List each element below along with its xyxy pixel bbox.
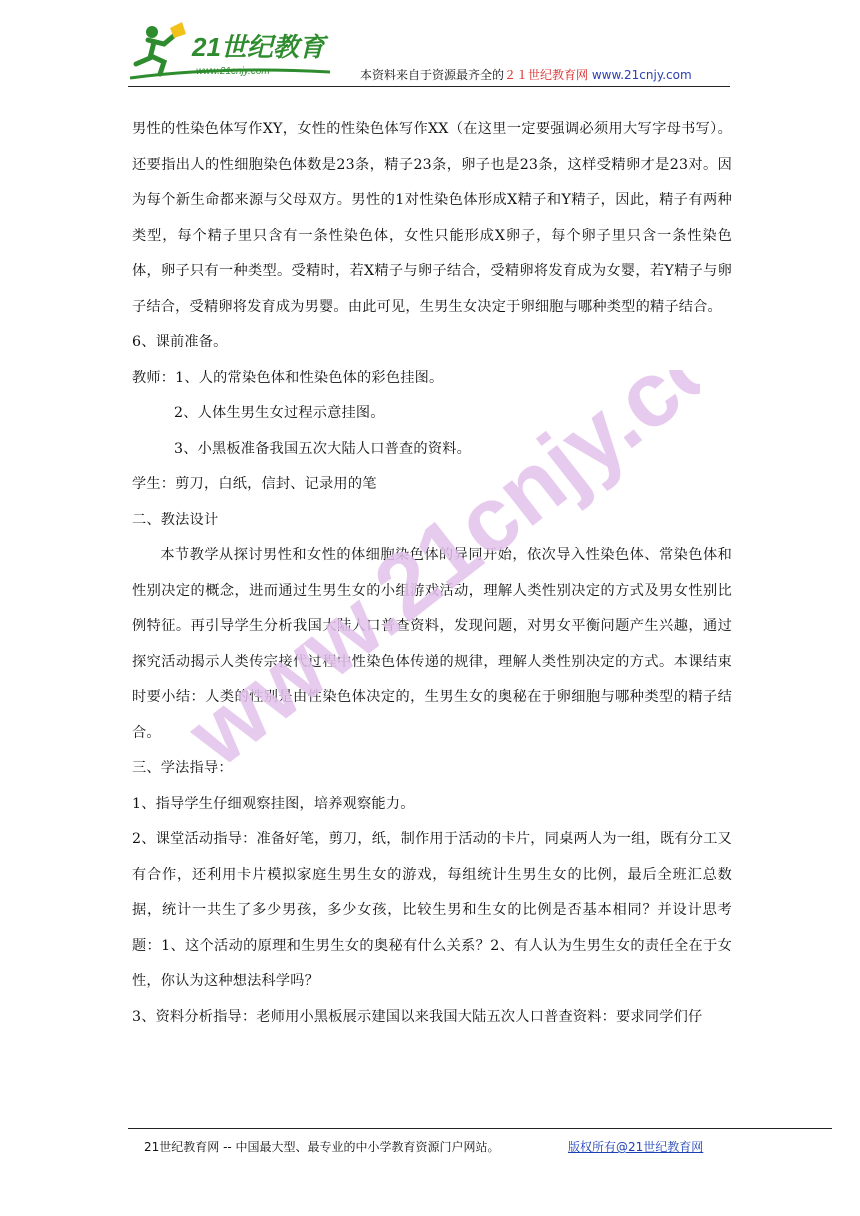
logo-title: 21世纪教育 [192, 32, 325, 62]
document-body [132, 112, 732, 1035]
header-note-brand[interactable]: ２１世纪教育网 [504, 68, 589, 82]
paragraph: 本节教学从探讨男性和女性的体细胞染色体的异同开始，依次导入性染色体、常染色体和性别决定的概念，进而通过生男生女的小组游戏活动，理解人类性别决定的方式及男女性别比例特征。再引导学生分析我国大陆人口普查资料，发现问题，对男女平衡问题产生兴趣，通过探究活动揭示人类传宗接代过程中性染色体传递的规律，理解人类性别决定的方式。本课结束时要小结：人类的性别是由性染色体决定的，生男生女的奥秘在于卵细胞与哪种类型的精子结合。 [132, 547, 732, 741]
list-item: 3、小黑板准备我国五次大陆人口普查的资料。 [174, 440, 471, 457]
list-item: 教师：1、人的常染色体和性染色体的彩色挂图。 [132, 369, 444, 386]
list-item: 3、资料分析指导：老师用小黑板展示建国以来我国大陆五次人口普查资料：要求同学们仔 [132, 1008, 703, 1025]
section-heading: 二、教法设计 [132, 511, 219, 528]
logo-url: www.21cnjy.com [196, 66, 270, 77]
watermark-text: www.21cnjy.com [180, 370, 700, 786]
logo-figure-leg-back [136, 42, 154, 64]
logo [130, 20, 340, 86]
header-note-url[interactable]: www.21cnjy.com [591, 68, 692, 82]
footer-text: 21世纪教育网 -- 中国最大型、最专业的中小学教育资源门户网站。 [144, 1140, 500, 1154]
footer-copyright-link[interactable]: 版权所有@21世纪教育网 [568, 1140, 704, 1154]
paragraph: 男性的性染色体写作XY，女性的性染色体写作XX（在这里一定要强调必须用大写字母书写）。还要指出人的性细胞染色体数是23条，精子23条，卵子也是23条，这样受精卵才是23对。因为每个新生命都来源与父母双方。男性的1对性染色体形成X精子和Y精子，因此，精子有两种类型，每个精子里只含有一条性染色体，女性只能形成X卵子，每个卵子里只含一条性染色体，卵子只有一种类型。受精时，若X精子与卵子结合，受精卵将发育成为女婴，若Y精子与卵子结合，受精卵将发育成为男婴。由此可见，生男生女决定于卵细胞与哪种类型的精子结合。 [132, 121, 732, 315]
logo-figure-head [146, 26, 158, 38]
section-heading: 三、学法指导： [132, 760, 233, 776]
list-item: 1、指导学生仔细观察挂图，培养观察能力。 [132, 795, 415, 812]
footer-divider [128, 1128, 832, 1129]
list-item: 学生：剪刀，白纸，信封、记录用的笔 [132, 476, 377, 492]
header-divider [128, 86, 730, 87]
header-note [360, 66, 692, 83]
page-header [0, 0, 860, 100]
list-item: 2、人体生男生女过程示意挂图。 [174, 405, 385, 421]
logo-figure-leg-front [151, 56, 164, 74]
list-item: 2、课堂活动指导：准备好笔，剪刀，纸，制作用于活动的卡片，同桌两人为一组，既有分工又有合作，还利用卡片模拟家庭生男生女的游戏，每组统计生男生女的比例，最后全班汇总数据，统计一共生了多少男孩，多少女孩，比较生男和生女的比例是否基本相同？并设计思考题：1、这个活动的原理和生男生女的奥秘有什么关系？2、有人认为生男生女的责任全在于女性，你认为这种想法科学吗？ [132, 831, 732, 989]
section-item: 6、课前准备。 [132, 334, 228, 350]
logo-graphic [130, 20, 340, 86]
header-note-prefix: 本资料来自于资源最齐全的 [360, 68, 505, 82]
